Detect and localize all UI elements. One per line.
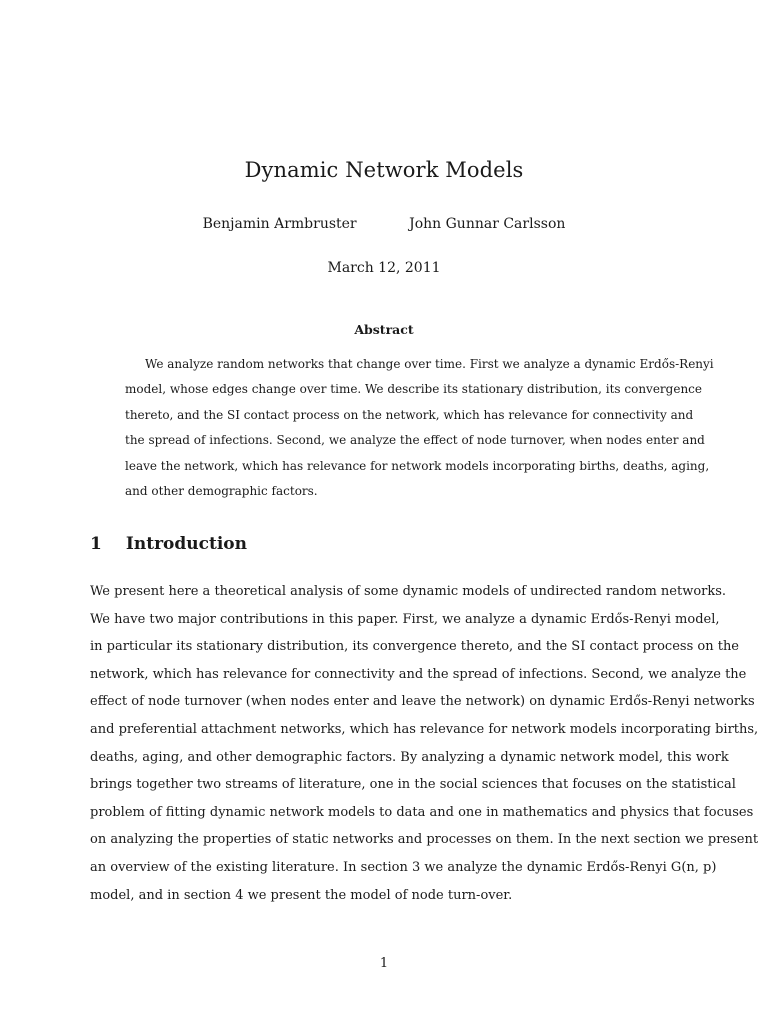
body-line: effect of node turnover (when nodes enter and leave the network) on dynamic Erdős-Renyi networks	[90, 694, 755, 710]
body-line: deaths, aging, and other demographic factors. By analyzing a dynamic network model, this work	[90, 749, 729, 765]
abstract-line: We analyze random networks that change over time. First we analyze a dynamic Erdős-Renyi	[145, 357, 714, 371]
section-number: 1	[90, 534, 102, 554]
author-name: Benjamin Armbruster	[202, 216, 357, 232]
author-name: John Gunnar Carlsson	[409, 216, 566, 232]
body-line: network, which has relevance for connectivity and the spread of infections. Second, we analyze the	[90, 666, 747, 682]
body-line: model, and in section 4 we present the model of node turn-over.	[90, 887, 513, 903]
introduction-body	[90, 578, 759, 909]
body-line: We have two major contributions in this paper. First, we analyze a dynamic Erdős-Renyi model,	[90, 611, 720, 627]
abstract-line: thereto, and the SI contact process on the network, which has relevance for connectivity and	[125, 407, 694, 422]
body-line: on analyzing the properties of static networks and processes on them. In the next section we present	[90, 832, 759, 848]
paper-title: Dynamic Network Models	[244, 158, 524, 182]
section-title: Introduction	[125, 534, 247, 554]
body-line: and preferential attachment networks, which has relevance for network models incorporating births,	[90, 721, 759, 737]
abstract-line: and other demographic factors.	[125, 484, 318, 499]
body-line: problem of fitting dynamic network models to data and one in mathematics and physics that focuses	[90, 804, 754, 820]
body-line: brings together two streams of literature, one in the social sciences that focuses on the statistical	[90, 777, 736, 793]
paper-date: March 12, 2011	[327, 260, 441, 276]
abstract-heading: Abstract	[354, 322, 414, 337]
page-number: 1	[379, 956, 389, 971]
section-heading	[90, 534, 247, 554]
abstract-line: leave the network, which has relevance for network models incorporating births, deaths, aging,	[125, 458, 710, 473]
abstract-line: model, whose edges change over time. We describe its stationary distribution, its convergence	[125, 382, 703, 397]
body-line: We present here a theoretical analysis of some dynamic models of undirected random networks.	[90, 584, 727, 599]
body-line: an overview of the existing literature. In section 3 we analyze the dynamic Erdős-Renyi G(n, p)	[90, 859, 717, 875]
author-list	[0, 216, 768, 232]
body-line: in particular its stationary distribution, its convergence thereto, and the SI contact process on the	[90, 639, 740, 655]
abstract-body	[125, 352, 714, 504]
abstract-line: the spread of infections. Second, we analyze the effect of node turnover, when nodes enter and	[125, 433, 705, 448]
